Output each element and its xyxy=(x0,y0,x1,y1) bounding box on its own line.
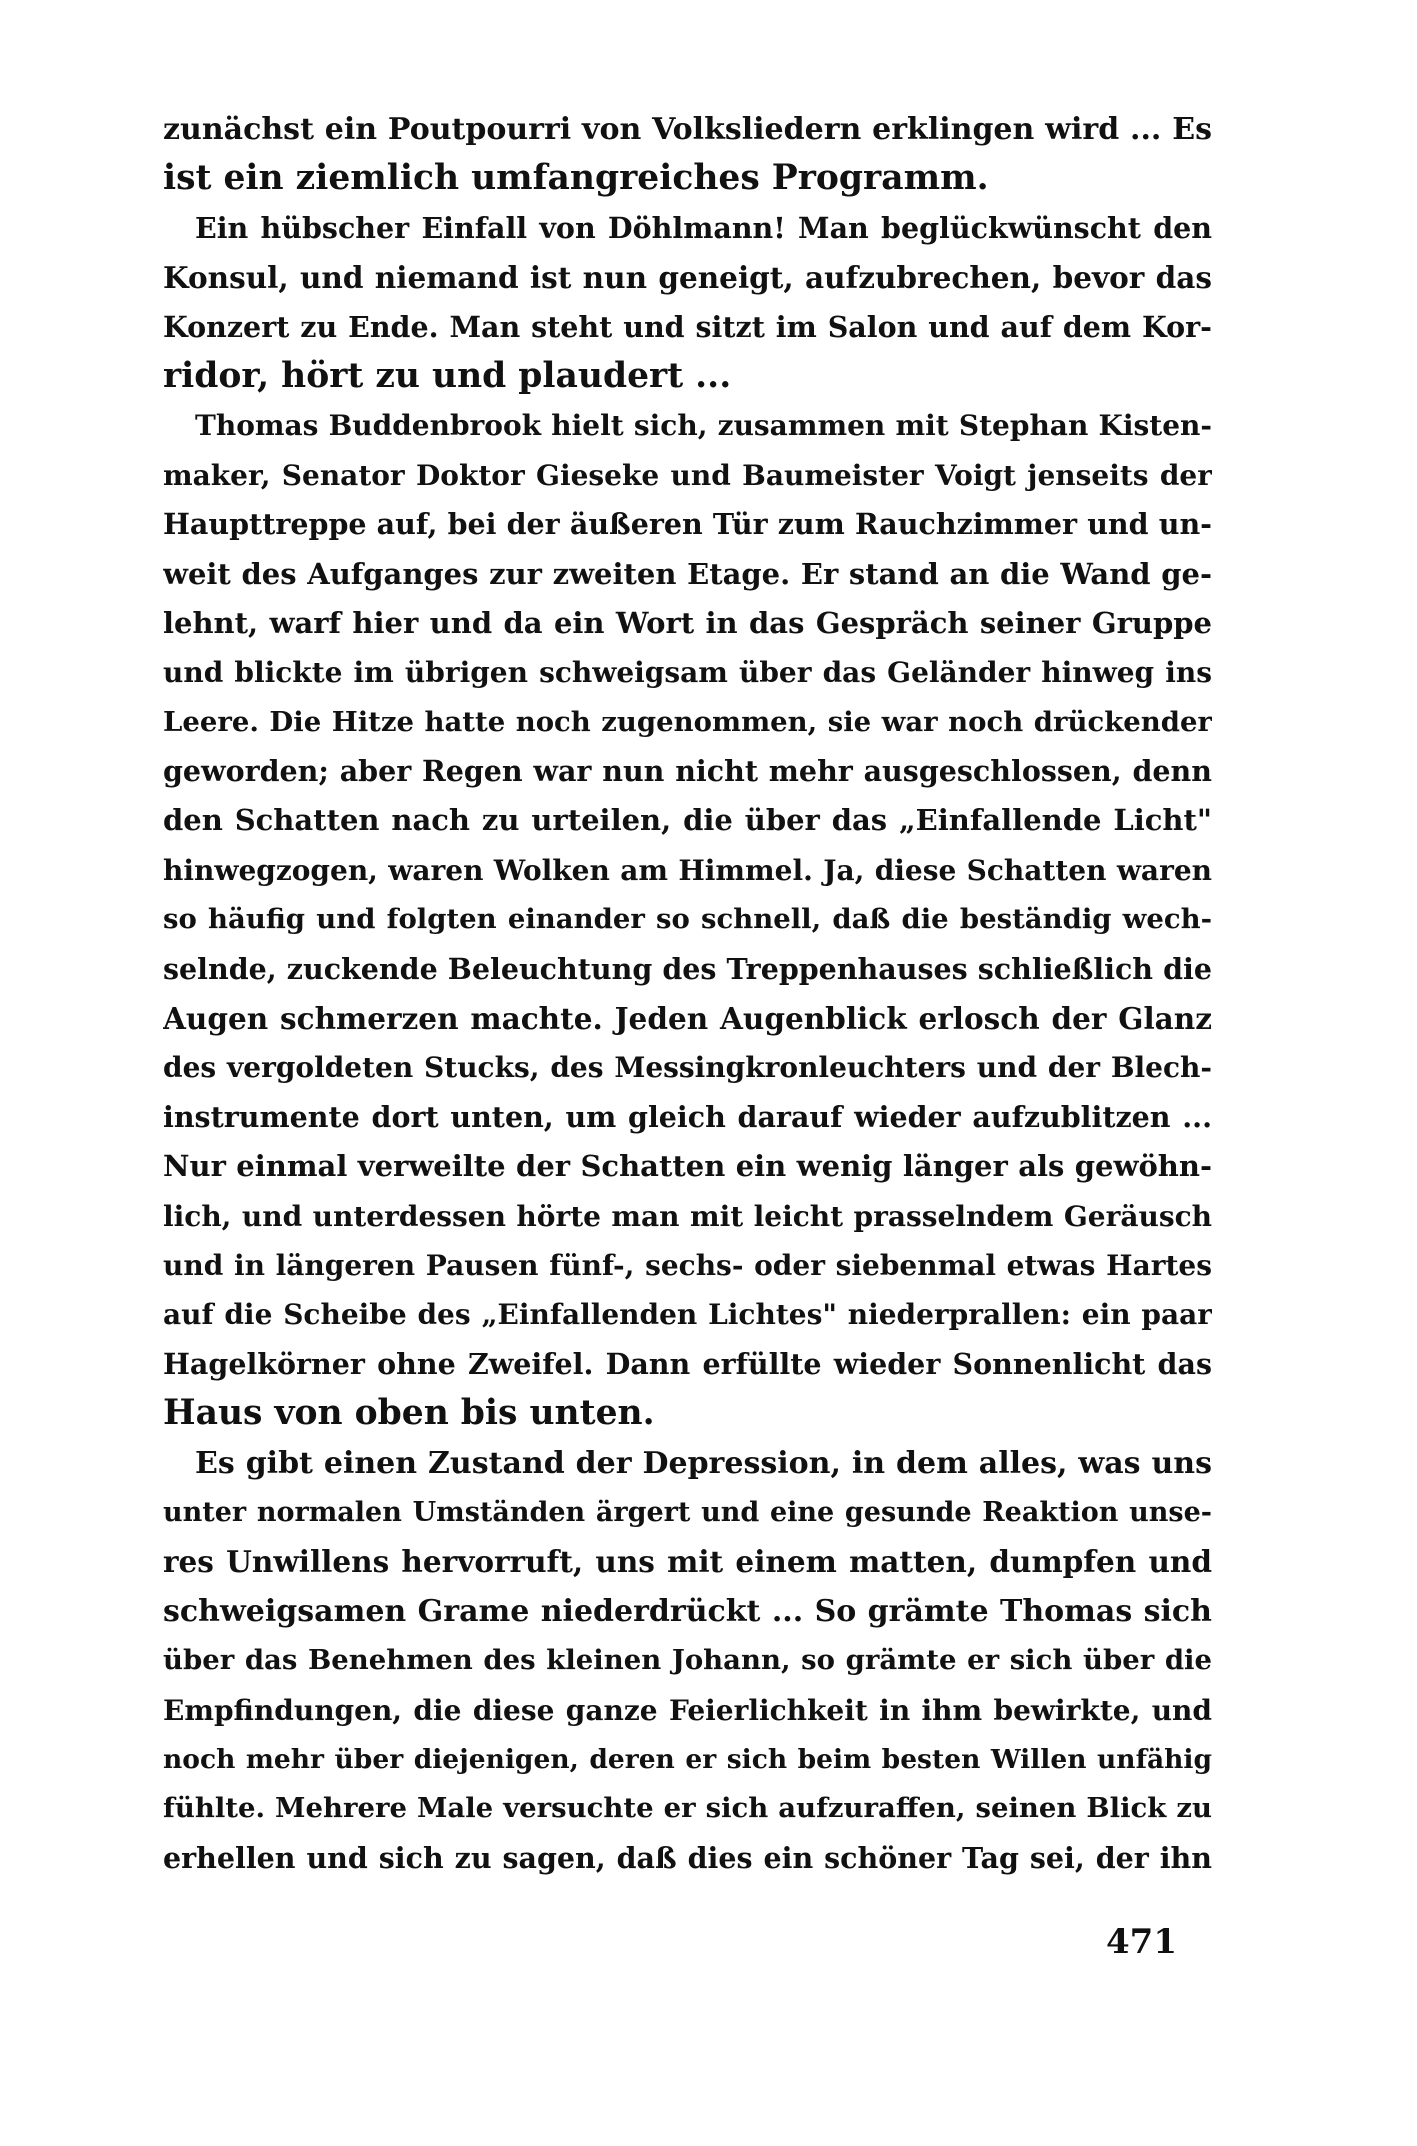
page-number: 471 xyxy=(1106,1922,1177,1962)
text-line: auf die Scheibe des „Einfallenden Lichtes" niederprallen: ein paar xyxy=(163,1298,1212,1332)
text-line: Haus von oben bis unten. xyxy=(163,1393,655,1434)
text-line: noch mehr über diejenigen, deren er sich beim besten Willen unfähig xyxy=(163,1743,1212,1775)
text-line: Es gibt einen Zustand der Depression, in dem alles, was uns xyxy=(195,1445,1212,1481)
text-line: über das Benehmen des kleinen Johann, so grämte er sich über die xyxy=(163,1644,1212,1677)
text-line: erhellen und sich zu sagen, daß dies ein schöner Tag sei, der ihn xyxy=(163,1840,1212,1875)
text-line: Thomas Buddenbrook hielt sich, zusammen mit Stephan Kisten- xyxy=(195,409,1212,443)
text-line: lich, und unterdessen hörte man mit leicht prasselndem Geräusch xyxy=(163,1199,1212,1233)
text-line: den Schatten nach zu urteilen, die über das „Einfallende Licht" xyxy=(163,803,1212,838)
text-line: hinwegzogen, waren Wolken am Himmel. Ja, diese Schatten waren xyxy=(163,853,1212,887)
text-line: geworden; aber Regen war nun nicht mehr ausgeschlossen, denn xyxy=(163,754,1212,789)
text-line: Hagelkörner ohne Zweifel. Dann erfüllte wieder Sonnenlicht das xyxy=(163,1346,1212,1381)
text-line: und blickte im übrigen schweigsam über das Geländer hinweg ins xyxy=(163,656,1212,690)
text-line: und in längeren Pausen fünf-, sechs- oder siebenmal etwas Hartes xyxy=(163,1248,1212,1282)
text-line: so häufig und folgten einander so schnell, daß die beständig wech- xyxy=(163,903,1212,936)
text-line: Augen schmerzen machte. Jeden Augenblick erlosch der Glanz xyxy=(163,1001,1212,1037)
text-line: des vergoldeten Stucks, des Messingkronleuchters und der Blech- xyxy=(163,1051,1212,1085)
text-line: lehnt, warf hier und da ein Wort in das Gespräch seiner Gruppe xyxy=(163,605,1212,640)
text-line: res Unwillens hervorruft, uns mit einem matten, dumpfen und xyxy=(163,1544,1212,1580)
text-line: unter normalen Umständen ärgert und eine gesunde Reaktion unse- xyxy=(163,1496,1212,1528)
text-line: selnde, zuckende Beleuchtung des Treppenhauses schließlich die xyxy=(163,951,1212,986)
body-text xyxy=(163,105,1212,1883)
text-line: weit des Aufganges zur zweiten Etage. Er stand an die Wand ge- xyxy=(163,556,1212,591)
text-line: Leere. Die Hitze hatte noch zugenommen, sie war noch drückender xyxy=(163,705,1212,738)
text-line: ist ein ziemlich umfangreiches Programm. xyxy=(163,158,989,199)
text-line: Ein hübscher Einfall von Döhlmann! Man beglückwünscht den xyxy=(195,210,1212,245)
text-line: zunächst ein Poutpourri von Volksliedern erklingen wird ... Es xyxy=(163,112,1212,147)
text-line: Konzert zu Ende. Man steht und sitzt im Salon und auf dem Kor- xyxy=(163,309,1212,344)
text-line: instrumente dort unten, um gleich darauf wieder aufzublitzen ... xyxy=(163,1099,1212,1134)
text-line: Haupttreppe auf, bei der äußeren Tür zum Rauchzimmer und un- xyxy=(163,507,1212,542)
text-line: maker, Senator Doktor Gieseke und Baumeister Voigt jenseits der xyxy=(163,458,1212,492)
text-line: ridor, hört zu und plaudert ... xyxy=(163,355,732,396)
text-line: Konsul, und niemand ist nun geneigt, aufzubrechen, bevor das xyxy=(163,260,1212,296)
text-line: Nur einmal verweilte der Schatten ein wenig länger als gewöhn- xyxy=(163,1149,1212,1184)
text-line: fühlte. Mehrere Male versuchte er sich aufzuraffen, seinen Blick zu xyxy=(163,1792,1212,1825)
text-line: Empfindungen, die diese ganze Feierlichkeit in ihm bewirkte, und xyxy=(163,1693,1212,1727)
text-line: schweigsamen Grame niederdrückt ... So grämte Thomas sich xyxy=(163,1593,1212,1629)
